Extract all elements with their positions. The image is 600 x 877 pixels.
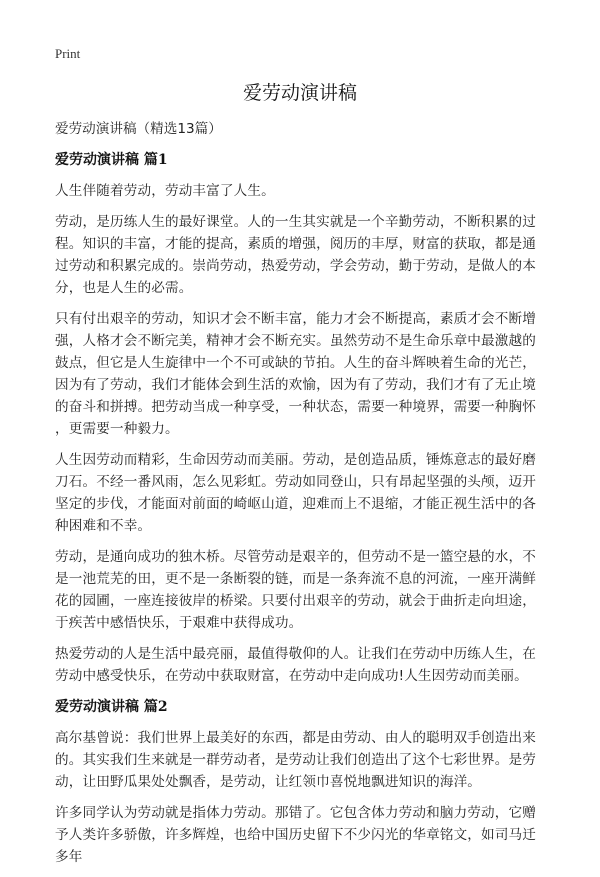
paragraph: 只有付出艰辛的劳动，知识才会不断丰富，能力才会不断提高，素质才会不断增强，人格才会不断完美，精神才会不断充实。虽然劳动不是生命乐章中最激越的鼓点，但它是人生旋律中一个不可或缺的节拍。人生的奋斗辉映着生命的光芒，因为有了劳动，我们才能体会到生活的欢愉，因为有了劳动，我们才有了无止境的奋斗和拼搏。把劳动当成一种享受，一种状态，需要一种境界，需要一种胸怀，更需要一种毅力。: [55, 311, 537, 437]
document-subtitle: 爱劳动演讲稿（精选13篇）: [55, 121, 222, 137]
paragraph: 人生因劳动而精彩，生命因劳动而美丽。劳动，是创造品质，锤炼意志的最好磨刀石。不经一番风雨，怎么见彩虹。劳动如同登山，只有昂起坚强的头颅，迈开坚定的步伐，才能面对前面的崎岖山道，迎难而上不退缩，才能正视生活中的各种困难和不幸。: [55, 452, 537, 534]
paragraph: 人生伴随着劳动，劳动丰富了人生。: [55, 183, 275, 199]
print-link[interactable]: Print: [55, 46, 81, 61]
page-title: 爱劳动演讲稿: [242, 82, 357, 104]
section-heading: 爱劳动演讲稿 篇2: [55, 699, 168, 715]
paragraph: 高尔基曾说：我们世界上最美好的东西，都是由劳动、由人的聪明双手创造出来的。其实我们生来就是一群劳动者，是劳动让我们创造出了这个七彩世界。是劳动，让田野瓜果处处飘香，是劳动，让红领巾喜悦地飘进知识的海洋。: [55, 730, 537, 790]
paragraph: 热爱劳动的人是生活中最亮丽，最值得敬仰的人。让我们在劳动中历练人生，在劳动中感受快乐，在劳动中获取财富，在劳动中走向成功!人生因劳动而美丽。: [55, 646, 537, 684]
paragraph: 劳动，是通向成功的独木桥。尽管劳动是艰辛的，但劳动不是一篮空悬的水，不是一池荒芜的田，更不是一条断裂的链，而是一条奔流不息的河流，一座开满鲜花的园圃，一座连接彼岸的桥梁。只要付出艰辛的劳动，就会于曲折走向坦途，于疾苦中感悟快乐，于艰难中获得成功。: [55, 549, 537, 631]
document: [55, 80, 545, 877]
paragraph: 劳动，是历练人生的最好课堂。人的一生其实就是一个辛勤劳动，不断积累的过程。知识的丰富，才能的提高，素质的增强，阅历的丰厚，财富的获取，都是通过劳动和积累完成的。崇尚劳动，热爱劳动，学会劳动，勤于劳动，是做人的本分，也是人生的必需。: [55, 214, 537, 296]
section-heading: 爱劳动演讲稿 篇1: [55, 152, 168, 168]
paragraph: 许多同学认为劳动就是指体力劳动。那错了。它包含体力劳动和脑力劳动，它赠予人类许多骄傲，许多辉煌，也给中国历史留下不少闪光的华章铭文，如司马迁多年: [55, 805, 537, 865]
